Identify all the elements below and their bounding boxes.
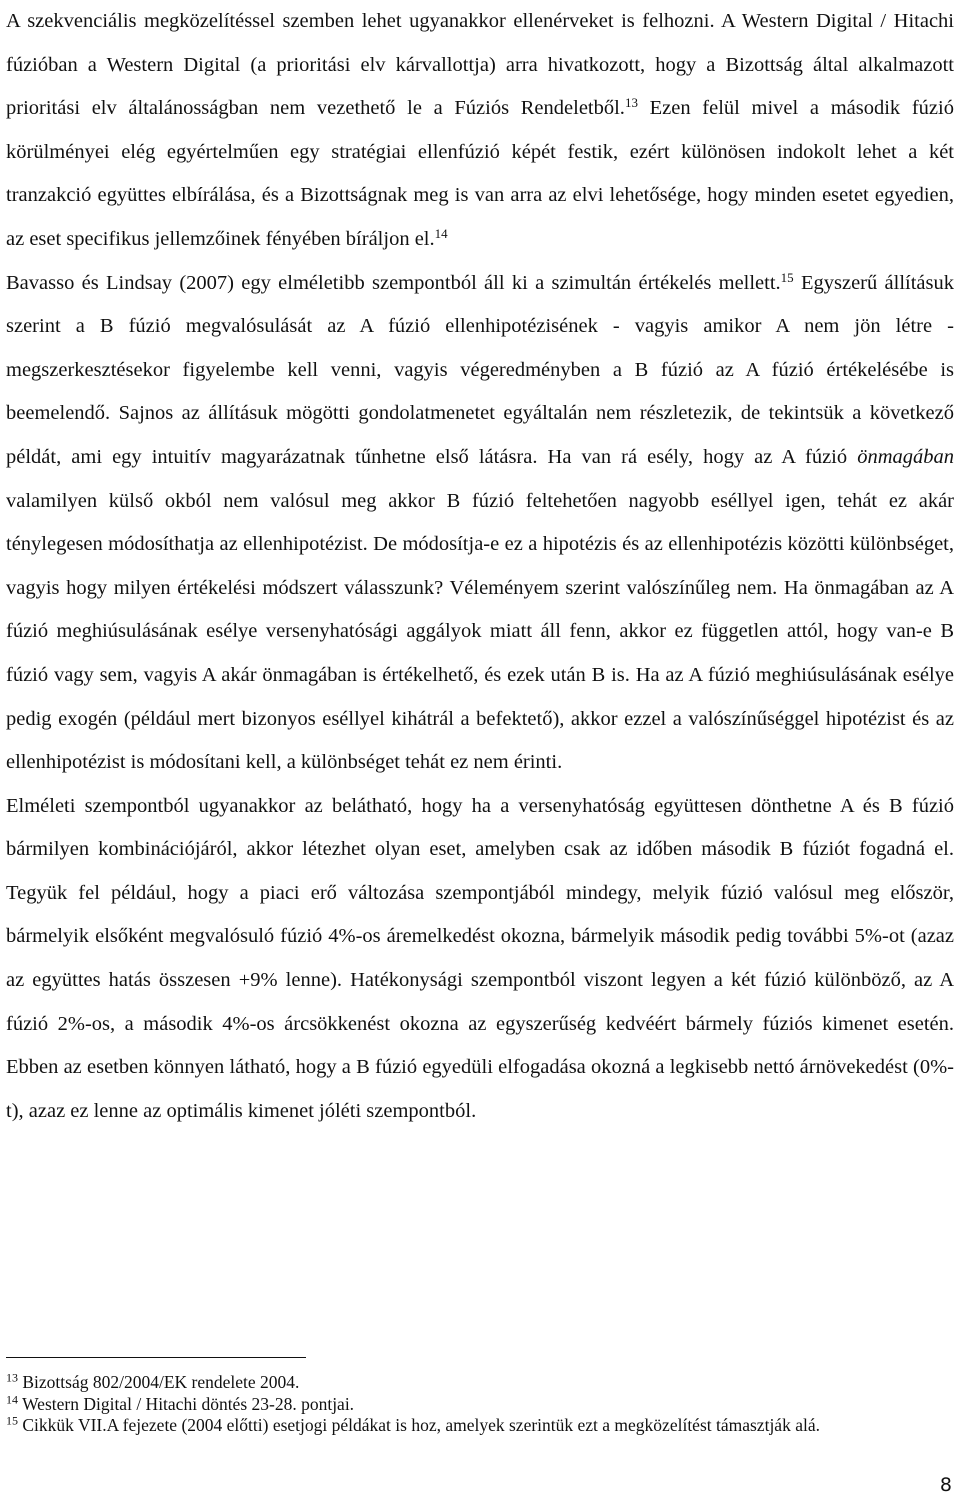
footnote-13 [6, 1372, 954, 1394]
paragraph-2 [6, 262, 954, 785]
footnote-15 [6, 1415, 954, 1437]
paragraph-1-text-a: A szekvenciális megközelítéssel szemben lehet ugyanakkor ellenérveket is felhozni. A Western Digital / Hitachi fúzióban a Western Digital (a prioritási elv kárvallottja) arra hivatkozott, hogy a Bizottság által alkalmazott prioritási elv általánosságban nem vezethető le a Fúziós Rendeletből. [6, 10, 954, 120]
footnote-ref-15[interactable]: 15 [780, 269, 794, 285]
footnote-ref-13[interactable]: 13 [624, 95, 638, 111]
paragraph-2-text-a: Bavasso és Lindsay (2007) egy elméletibb szempontból áll ki a szimultán értékelés mellett. [6, 271, 781, 294]
footnote-number: 13 [6, 1370, 18, 1385]
footnotes [6, 1372, 954, 1437]
page-number: 8 [939, 1474, 952, 1496]
footnote-divider [6, 1357, 306, 1358]
paragraph-1 [6, 0, 954, 262]
paragraph-2-italic: önmagában [857, 445, 954, 468]
body-text [6, 0, 954, 1133]
footnote-text: Western Digital / Hitachi döntés 23-28. pontjai. [22, 1393, 355, 1414]
footnote-text: Cikkük VII.A fejezete (2004 előtti) esetjogi példákat is hoz, amelyek szerintük ezt a megközelítést támasztják alá. [22, 1415, 820, 1435]
paragraph-2-text-b: Egyszerű állításuk szerint a B fúzió megvalósulását az A fúzió ellenhipotézisének - vagyis amikor A nem jön létre - megszerkesztésekor figyelembe kell venni, vagyis végeredményben a B fúzió az A fúzió értékelésébe is beemelendő. Sajnos az állításuk mögötti gondolatmenetet egyáltalán nem részletezik, de tekintsük a következő példát, ami egy intuitív magyarázatnak tűnhetne első látásra. Ha van rá esély, hogy az A fúzió [6, 271, 954, 468]
paragraph-1-text-b: Ezen felül mivel a második fúzió körülményei elég egyértelműen egy stratégiai ellenfúzió képét festik, ezért különösen indokolt lehet a két tranzakció együttes elbírálása, és a Bizottságnak meg is van arra az elvi lehetősége, hogy minden esetet egyedien, az eset specifikus jellemzőinek fényében bíráljon el. [6, 97, 954, 250]
paragraph-3: Elméleti szempontból ugyanakkor az belátható, hogy ha a versenyhatóság együttesen dönthetne A és B fúzió bármilyen kombinációjáról, akkor létezhet olyan eset, amelyben csak az időben második B fúziót fogadná el. Tegyük fel például, hogy a piaci erő változása szempontjából mindegy, melyik fúzió valósul meg először, bármelyik elsőként megvalósuló fúzió 4%-os áremelkedést okozna, bármelyik második pedig további 5%-ot (azaz az együttes hatás összesen +9% lenne). Hatékonysági szempontból viszont legyen a két fúzió különböző, az A fúzió 2%-os, a második 4%-os árcsökkenést okozna az egyszerűség kedvéért bármely fúziós kimenet esetén. Ebben az esetben könnyen látható, hogy a B fúzió egyedüli elfogadása okozná a legkisebb nettó árnövekedést (0%-t), azaz ez lenne az optimális kimenet jóléti szempontból. [6, 794, 954, 1122]
footnote-ref-14[interactable]: 14 [434, 225, 448, 241]
footnote-text: Bizottság 802/2004/EK rendelete 2004. [22, 1372, 300, 1392]
footnote-number: 15 [6, 1413, 18, 1428]
footnote-number: 14 [6, 1391, 18, 1406]
page-body [6, 0, 954, 1133]
footnote-14 [6, 1391, 954, 1416]
paragraph-2-text-c: valamilyen külső okból nem valósul meg akkor B fúzió feltehetően nagyobb eséllyel igen, tehát ez akár ténylegesen módosíthatja az ellenhipotézist. De módosítja-e ez a hipotézis és az ellenhipotézis közötti különbséget, vagyis hogy milyen értékelési módszert válasszunk? Véleményem szerint valószínűleg nem. Ha önmagában az A fúzió meghiúsulásának esélye versenyhatósági aggályok miatt áll fenn, akkor ez független attól, hogy van-e B fúzió vagy sem, vagyis A akár önmagában is értékelhető, és ezek után B is. Ha az A fúzió meghiúsulásának esélye pedig exogén (például mert bizonyos eséllyel kihátrál a befektető), akkor ezzel a valószínűséggel hipotézist és az ellenhipotézist is módosítani kell, a különbséget tehát ez nem érinti. [6, 489, 954, 774]
